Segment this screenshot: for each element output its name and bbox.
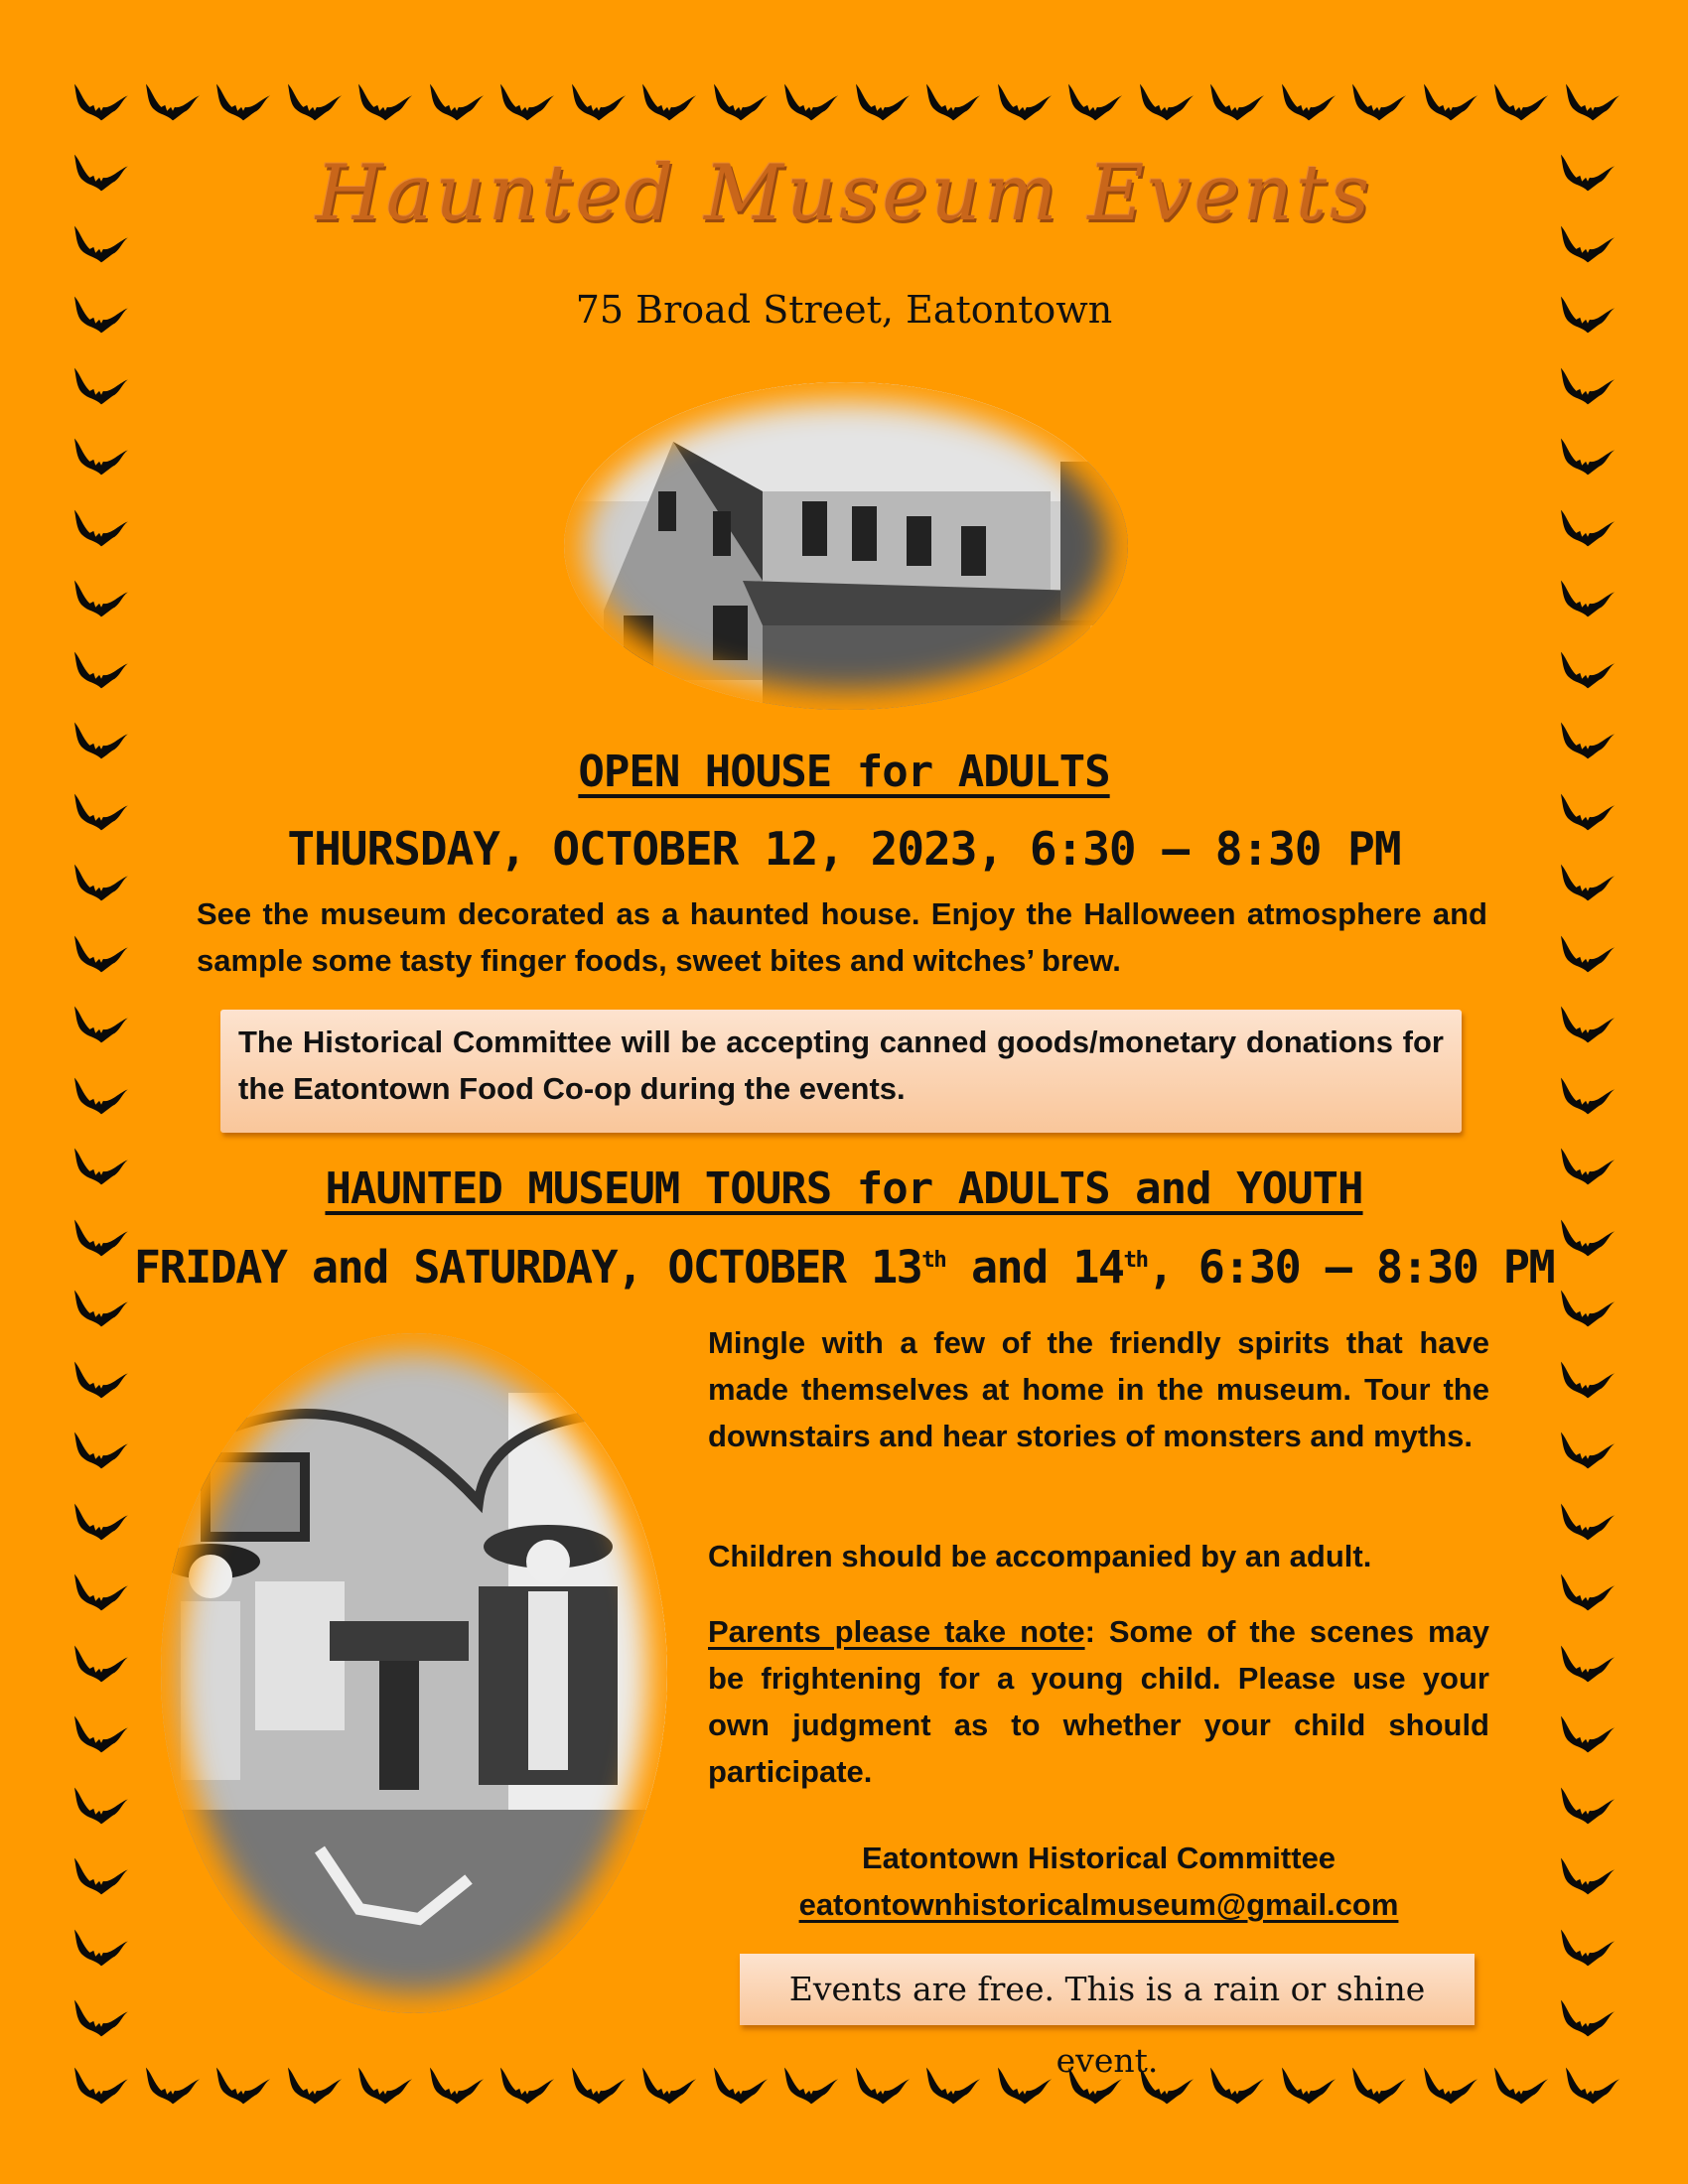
bat-icon [214,2065,272,2107]
bat-icon [72,1571,130,1613]
bat-icon [1350,2065,1408,2107]
bat-icon [1208,2065,1266,2107]
bat-icon [1559,649,1617,691]
bat-icon [1559,1785,1617,1827]
bat-icon [1559,578,1617,619]
bat-icon [570,81,628,123]
bat-icon [854,2065,912,2107]
bat-icon [72,1997,130,2039]
bat-icon [1559,1501,1617,1543]
tours-heading: HAUNTED MUSEUM TOURS for ADULTS and YOUTH [325,1163,1363,1214]
bat-icon [72,1643,130,1685]
bat-icon [1422,2065,1479,2107]
bat-icon [1422,81,1479,123]
bat-icon [1066,81,1124,123]
bat-icon [72,81,130,123]
page-title: Haunted Museum Events [315,149,1373,238]
bat-icon [72,1359,130,1401]
bat-icon [1138,81,1196,123]
bat-icon [854,81,912,123]
bat-icon [72,1075,130,1117]
bat-icon [640,2065,698,2107]
parents-note: Parents please take note: Some of the scenes may be frightening for a young child. Please use your own judgment as to whether your child should participate. [708,1614,1489,1789]
bat-icon [286,2065,344,2107]
email-link[interactable]: eatontownhistoricalmuseum@gmail.com [798,1887,1399,1922]
bat-icon [356,81,414,123]
bat-icon [72,1288,130,1329]
bat-icon [72,1927,130,1969]
bat-icon [498,2065,556,2107]
bat-icon [144,81,202,123]
children-note: Children should be accompanied by an adult. [708,1539,1372,1573]
bat-icon [1559,1855,1617,1897]
bat-icon [72,1004,130,1045]
skeleton-room-photo [161,1333,667,2013]
bat-icon [498,81,556,123]
bat-icon [72,1501,130,1543]
bat-icon [1559,1430,1617,1471]
bat-icon [72,578,130,619]
bat-icon [72,365,130,407]
bat-icon [924,81,982,123]
bat-icon [72,933,130,975]
bat-icon [782,2065,840,2107]
bat-icon [1559,1643,1617,1685]
bat-icon [1559,933,1617,975]
bat-icon [570,2065,628,2107]
bat-icon [286,81,344,123]
bat-icon [1492,2065,1550,2107]
bat-icon [712,81,770,123]
bat-icon [72,436,130,478]
bat-icon [356,2065,414,2107]
open-house-datetime: THURSDAY, OCTOBER 12, 2023, 6:30 – 8:30 PM [287,822,1401,876]
bat-icon [214,81,272,123]
bat-icon [1564,2065,1621,2107]
house-photo [564,382,1128,710]
tours-description: Mingle with a few of the friendly spirits that have made themselves at home in the museum. Tour the downstairs and hear stories of monsters and myths. [708,1325,1489,1453]
donation-note: The Historical Committee will be accepting canned goods/monetary donations for the Eatontown Food Co-op during the events. [238,1024,1444,1106]
bat-icon [72,1785,130,1827]
bat-icon [996,81,1054,123]
bat-icon [1280,81,1337,123]
bat-icon [144,2065,202,2107]
free-event-callout: Events are free. This is a rain or shine event. [740,1954,1475,2025]
bat-icon [72,649,130,691]
bat-icon [712,2065,770,2107]
organization-name: Eatontown Historical Committee [861,1841,1336,1875]
tours-datetime: FRIDAY and SATURDAY, OCTOBER 13th and 14th, 6:30 – 8:30 PM [133,1241,1555,1294]
bat-icon [72,1430,130,1471]
bat-icon [640,81,698,123]
bat-icon [428,81,486,123]
house-image-icon [564,382,1128,710]
address: 75 Broad Street, Eatontown [575,288,1113,332]
bat-icon [1559,507,1617,549]
bat-icon [72,2065,130,2107]
bat-icon [1208,81,1266,123]
bat-icon [1559,1997,1617,2039]
bat-icon [1564,81,1621,123]
bat-icon [1559,1713,1617,1755]
bat-icon [782,81,840,123]
bat-icon [996,2065,1054,2107]
bat-icon [1559,1927,1617,1969]
bat-icon [1559,436,1617,478]
bat-icon [1559,365,1617,407]
bat-icon [1559,1075,1617,1117]
bat-icon [72,507,130,549]
room-image-icon [161,1333,667,2013]
donation-callout [220,1010,1462,1133]
bat-icon [428,2065,486,2107]
bat-icon [1492,81,1550,123]
open-house-description: See the museum decorated as a haunted house. Enjoy the Halloween atmosphere and sample some tasty finger foods, sweet bites and witches’ brew. [197,896,1487,978]
open-house-heading: OPEN HOUSE for ADULTS [578,747,1110,797]
bat-icon [1559,1571,1617,1613]
bat-icon [924,2065,982,2107]
bat-icon [72,1713,130,1755]
bat-icon [1280,2065,1337,2107]
bat-icon [1559,1359,1617,1401]
bat-icon [1559,1004,1617,1045]
bat-icon [1559,1288,1617,1329]
bat-icon [72,1855,130,1897]
bat-icon [1350,81,1408,123]
